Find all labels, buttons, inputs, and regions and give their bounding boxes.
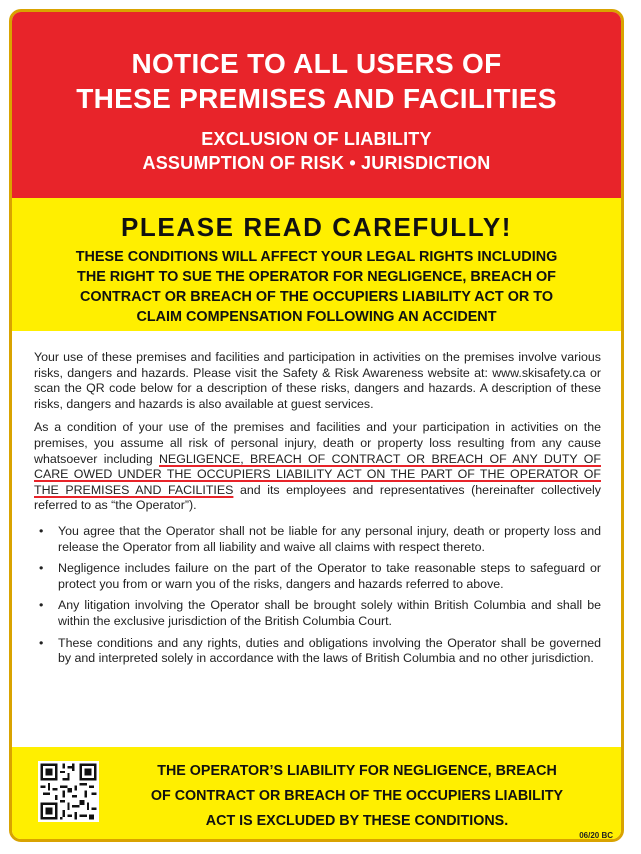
list-item <box>39 635 601 667</box>
assumption-text-end: and its employees and representatives (hereinafter collectively referred to as “the Operator”). <box>34 482 601 513</box>
list-item <box>39 561 601 592</box>
bullet-icon: • <box>39 523 44 538</box>
conditions-body <box>12 331 621 731</box>
footer-line-1: THE OPERATOR’S LIABILITY FOR NEGLIGENCE, BREACH <box>157 763 557 779</box>
notice-title <box>12 12 621 116</box>
list-item-text: You agree that the Operator shall not be liable for any personal injury, death or property loss and release the Operator from all liability and waive all claims with respect thereto. <box>58 523 601 554</box>
header-banner <box>12 12 621 198</box>
notice-subtitle <box>12 127 621 175</box>
qr-code-icon[interactable] <box>38 761 99 822</box>
revision-code: 06/20 BC <box>579 831 613 840</box>
bullet-icon: • <box>39 635 44 650</box>
footer-line-3: ACT IS EXCLUDED BY THESE CONDITIONS. <box>205 813 509 829</box>
assumption-paragraph <box>34 420 601 514</box>
negligence-underlined-text: NEGLIGENCE, BREACH OF CONTRACT OR BREACH OF ANY DUTY OF CARE OWED UNDER THE OCCUPIERS LIABILITY ACT ON THE PART OF THE OPERATOR OF THE PREMISES AND FACILITIES <box>34 451 601 497</box>
warning-banner <box>12 198 621 331</box>
bullet-icon: • <box>39 598 44 613</box>
warning-line-4: CLAIM COMPENSATION FOLLOWING AN ACCIDENT <box>136 309 497 325</box>
list-item-text: Any litigation involving the Operator shall be brought solely within British Columbia and shall be within the exclusive jurisdiction of the British Columbia Court. <box>58 598 601 628</box>
subtitle-line-1: EXCLUSION OF LIABILITY <box>201 129 432 149</box>
title-line-1: NOTICE TO ALL USERS OF <box>131 48 502 79</box>
list-item-text: These conditions and any rights, duties and obligations involving the Operator shall be governed by and interpreted solely in accordance with the laws of British Columbia and no other jurisdiction. <box>58 635 601 666</box>
list-item <box>39 598 601 629</box>
subtitle-line-2: ASSUMPTION OF RISK • JURISDICTION <box>142 153 491 173</box>
warning-text <box>12 247 621 327</box>
risks-paragraph: Your use of these premises and facilities and participation in activities on the premises involve various risks, dangers and hazards. Please visit the Safety & Risk Awareness website at: www.skisafety.ca or scan the QR code below for a description of these risks, dangers and hazards. A description of these risks, dangers and hazards is also available at guest services. <box>34 350 601 411</box>
footer-banner <box>12 747 621 842</box>
conditions-list <box>34 524 601 667</box>
title-line-2: THESE PREMISES AND FACILITIES <box>76 83 557 114</box>
please-read-heading: PLEASE READ CAREFULLY! <box>120 212 513 242</box>
list-item <box>39 523 601 555</box>
warning-line-2: THE RIGHT TO SUE THE OPERATOR FOR NEGLIGENCE, BREACH OF <box>77 269 556 285</box>
liability-excluded-statement <box>112 759 602 834</box>
warning-line-1: THESE CONDITIONS WILL AFFECT YOUR LEGAL RIGHTS INCLUDING <box>75 249 558 265</box>
bullet-icon: • <box>39 561 44 576</box>
list-item-text: Negligence includes failure on the part of the Operator to take reasonable steps to safeguard or protect you from or warn you of the risks, dangers and hazards referred to above. <box>58 561 601 591</box>
notice-sign <box>9 9 624 842</box>
warning-line-3: CONTRACT OR BREACH OF THE OCCUPIERS LIABILITY ACT OR TO <box>79 289 554 305</box>
assumption-text-start: As a condition of your use of the premises and facilities and your participation in activities on the premises, you assume all risk of personal injury, death or property loss resulting from any cause whatsoever including <box>34 420 601 466</box>
footer-line-2: OF CONTRACT OR BREACH OF THE OCCUPIERS LIABILITY <box>150 788 564 804</box>
